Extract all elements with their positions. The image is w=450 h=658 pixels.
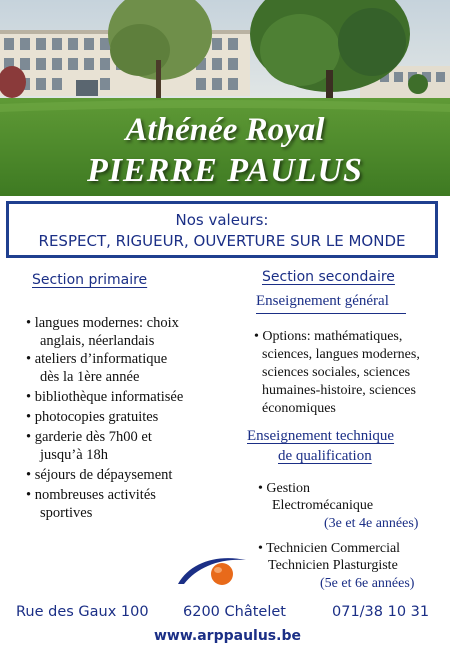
values-label: Nos valeurs: <box>175 211 269 229</box>
school-title-line1: Athénée Royal <box>125 112 325 148</box>
primary-item-7-line2: sportives <box>40 505 93 521</box>
secondary-section-heading: Section secondaire <box>262 269 395 285</box>
tech1-years: (3e et 4e années) <box>324 516 419 531</box>
options-line-2: sciences, langues modernes, <box>262 347 420 362</box>
options-line-1: • Options: mathématiques, <box>254 329 403 344</box>
tech2-years: (5e et 6e années) <box>320 576 415 591</box>
technical-heading-line2: de qualification <box>278 448 372 464</box>
primary-item-7-line1: • nombreuses activités <box>26 487 156 503</box>
technical-heading-line1: Enseignement technique <box>247 428 395 444</box>
options-line-5: économiques <box>262 401 336 416</box>
footer-city: 6200 Châtelet <box>183 604 286 620</box>
hero-photo <box>0 0 450 196</box>
tech2-line-2: Technicien Plasturgiste <box>268 558 398 573</box>
primary-item-5-line2: jusqu’à 18h <box>40 447 109 463</box>
orange-ball-with-swoosh-icon <box>176 554 248 590</box>
primary-item-4: • photocopies gratuites <box>26 409 159 425</box>
footer-phone: 071/38 10 31 <box>332 604 430 620</box>
footer-address: Rue des Gaux 100 <box>16 604 149 620</box>
options-line-3: sciences sociales, sciences <box>262 365 411 380</box>
values-text: RESPECT, RIGUEUR, OUVERTURE SUR LE MONDE <box>38 232 406 250</box>
primary-item-1-line1: • langues modernes: choix <box>26 315 179 331</box>
options-line-4: humaines-histoire, sciences <box>262 383 416 398</box>
primary-item-3: • bibliothèque informatisée <box>26 389 184 405</box>
school-title-line2: PIERRE PAULUS <box>87 152 363 189</box>
tech2-line-1: • Technicien Commercial <box>258 541 401 556</box>
primary-section-heading: Section primaire <box>32 272 148 288</box>
general-education-heading: Enseignement général <box>256 293 389 309</box>
primary-item-1-line2: anglais, néerlandais <box>40 333 155 349</box>
primary-item-5-line1: • garderie dès 7h00 et <box>26 429 152 445</box>
tech1-line-2: Electromécanique <box>272 498 374 513</box>
primary-item-6: • séjours de dépaysement <box>26 467 173 483</box>
tech1-line-1: • Gestion <box>258 481 310 496</box>
values-box <box>6 201 438 258</box>
primary-item-2-line1: • ateliers d’informatique <box>26 351 168 367</box>
footer-website-link[interactable]: www.arppaulus.be <box>154 628 301 644</box>
primary-item-2-line2: dès la 1ère année <box>40 369 140 385</box>
general-heading-underline <box>256 313 406 314</box>
